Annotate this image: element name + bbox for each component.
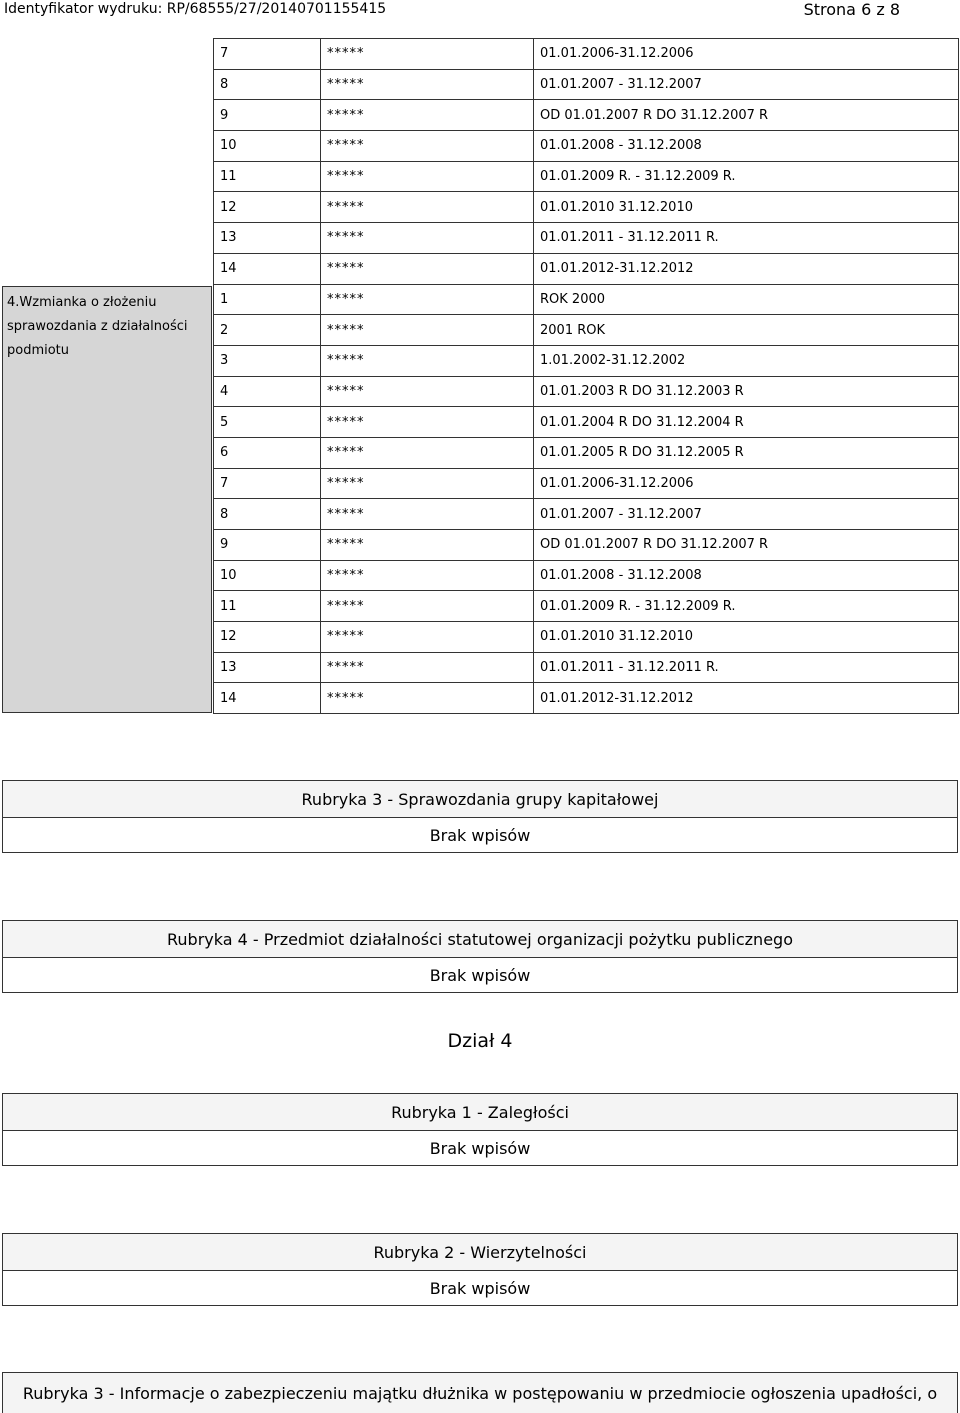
row-number: 5 — [214, 407, 321, 438]
rubryka3-grupa-body: Brak wpisów — [429, 825, 531, 845]
page-number: Strona 6 z 8 — [803, 0, 900, 19]
row-period: 01.01.2011 - 31.12.2011 R. — [534, 223, 959, 254]
row-value: ***** — [321, 499, 534, 530]
row-period: 01.01.2007 - 31.12.2007 — [534, 69, 959, 100]
table-row — [214, 652, 959, 683]
rubryka1-zaleglosci-title: Rubryka 1 - Zaległości — [3, 1094, 957, 1131]
row-value: ***** — [321, 100, 534, 131]
row-period: 01.01.2006-31.12.2006 — [534, 39, 959, 70]
row-number: 14 — [214, 683, 321, 714]
table-row — [214, 499, 959, 530]
row-value: ***** — [321, 376, 534, 407]
row-value: ***** — [321, 530, 534, 561]
rubryka1-zaleglosci-body: Brak wpisów — [429, 1138, 531, 1158]
row-number: 6 — [214, 437, 321, 468]
print-identifier: Identyfikator wydruku: RP/68555/27/20140701155415 — [4, 1, 387, 17]
table-row — [214, 437, 959, 468]
rubryka1-zaleglosci-box — [2, 1093, 958, 1166]
table-row — [214, 69, 959, 100]
table-row — [214, 468, 959, 499]
row-period: 01.01.2005 R DO 31.12.2005 R — [534, 437, 959, 468]
row-value: ***** — [321, 683, 534, 714]
table-row — [214, 530, 959, 561]
row-period: 01.01.2009 R. - 31.12.2009 R. — [534, 161, 959, 192]
row-number: 12 — [214, 622, 321, 653]
row-period: OD 01.01.2007 R DO 31.12.2007 R — [534, 100, 959, 131]
table-row — [214, 345, 959, 376]
table-row — [214, 223, 959, 254]
table-row — [214, 591, 959, 622]
row-value: ***** — [321, 652, 534, 683]
rubryka2-wierzytelnosci-title: Rubryka 2 - Wierzytelności — [3, 1234, 957, 1271]
rubryka4-przedmiot-title: Rubryka 4 - Przedmiot działalności statutowej organizacji pożytku publicznego — [3, 921, 957, 958]
row-value: ***** — [321, 223, 534, 254]
table-row — [214, 683, 959, 714]
row-number: 8 — [214, 499, 321, 530]
row-period: 2001 ROK — [534, 315, 959, 346]
rubryka2-wierzytelnosci-box — [2, 1233, 958, 1306]
table-row — [214, 622, 959, 653]
row-number: 7 — [214, 468, 321, 499]
row-number: 8 — [214, 69, 321, 100]
row-number: 3 — [214, 345, 321, 376]
row-value: ***** — [321, 407, 534, 438]
section4-label-cell — [2, 286, 212, 713]
row-value: ***** — [321, 622, 534, 653]
row-value: ***** — [321, 468, 534, 499]
row-period: 1.01.2002-31.12.2002 — [534, 345, 959, 376]
row-period: 01.01.2010 31.12.2010 — [534, 622, 959, 653]
row-period: 01.01.2008 - 31.12.2008 — [534, 560, 959, 591]
table-row — [214, 39, 959, 70]
rubryka3-zabezpieczenie-title: Rubryka 3 - Informacje o zabezpieczeniu majątku dłużnika w postępowaniu w przedmiocie ogłoszenia upadłości, o — [2, 1372, 958, 1413]
table-row — [214, 560, 959, 591]
row-period: 01.01.2006-31.12.2006 — [534, 468, 959, 499]
row-number: 4 — [214, 376, 321, 407]
row-value: ***** — [321, 131, 534, 162]
entries-table — [213, 38, 959, 714]
row-period: 01.01.2010 31.12.2010 — [534, 192, 959, 223]
table-row — [214, 131, 959, 162]
row-number: 2 — [214, 315, 321, 346]
section4-label: 4.Wzmianka o złożeniu sprawozdania z działalności podmiotu — [7, 295, 188, 358]
row-value: ***** — [321, 284, 534, 315]
table-row — [214, 161, 959, 192]
row-period: 01.01.2009 R. - 31.12.2009 R. — [534, 591, 959, 622]
row-number: 11 — [214, 161, 321, 192]
row-period: 01.01.2012-31.12.2012 — [534, 253, 959, 284]
row-period: ROK 2000 — [534, 284, 959, 315]
row-value: ***** — [321, 315, 534, 346]
row-number: 14 — [214, 253, 321, 284]
row-period: 01.01.2011 - 31.12.2011 R. — [534, 652, 959, 683]
row-number: 12 — [214, 192, 321, 223]
row-period: 01.01.2003 R DO 31.12.2003 R — [534, 376, 959, 407]
table-row — [214, 284, 959, 315]
row-value: ***** — [321, 253, 534, 284]
row-value: ***** — [321, 591, 534, 622]
row-period: 01.01.2008 - 31.12.2008 — [534, 131, 959, 162]
table-row — [214, 407, 959, 438]
print-header — [0, 0, 960, 20]
row-number: 10 — [214, 560, 321, 591]
row-period: OD 01.01.2007 R DO 31.12.2007 R — [534, 530, 959, 561]
row-number: 1 — [214, 284, 321, 315]
table-row — [214, 100, 959, 131]
table-row — [214, 192, 959, 223]
row-value: ***** — [321, 161, 534, 192]
row-value: ***** — [321, 345, 534, 376]
row-period: 01.01.2012-31.12.2012 — [534, 683, 959, 714]
row-number: 9 — [214, 530, 321, 561]
row-number: 7 — [214, 39, 321, 70]
row-period: 01.01.2007 - 31.12.2007 — [534, 499, 959, 530]
row-number: 13 — [214, 223, 321, 254]
table-row — [214, 253, 959, 284]
dzial4-heading: Dział 4 — [447, 1030, 513, 1052]
row-value: ***** — [321, 560, 534, 591]
table-row — [214, 315, 959, 346]
rubryka4-przedmiot-body: Brak wpisów — [429, 965, 531, 985]
row-number: 11 — [214, 591, 321, 622]
row-number: 13 — [214, 652, 321, 683]
rubryka2-wierzytelnosci-body: Brak wpisów — [429, 1278, 531, 1298]
row-period: 01.01.2004 R DO 31.12.2004 R — [534, 407, 959, 438]
rubryka3-grupa-title: Rubryka 3 - Sprawozdania grupy kapitałowej — [3, 781, 957, 818]
rubryka3-grupa-box — [2, 780, 958, 853]
row-number: 10 — [214, 131, 321, 162]
row-value: ***** — [321, 437, 534, 468]
table-row — [214, 376, 959, 407]
row-value: ***** — [321, 192, 534, 223]
row-value: ***** — [321, 69, 534, 100]
row-value: ***** — [321, 39, 534, 70]
rubryka4-przedmiot-box — [2, 920, 958, 993]
row-number: 9 — [214, 100, 321, 131]
